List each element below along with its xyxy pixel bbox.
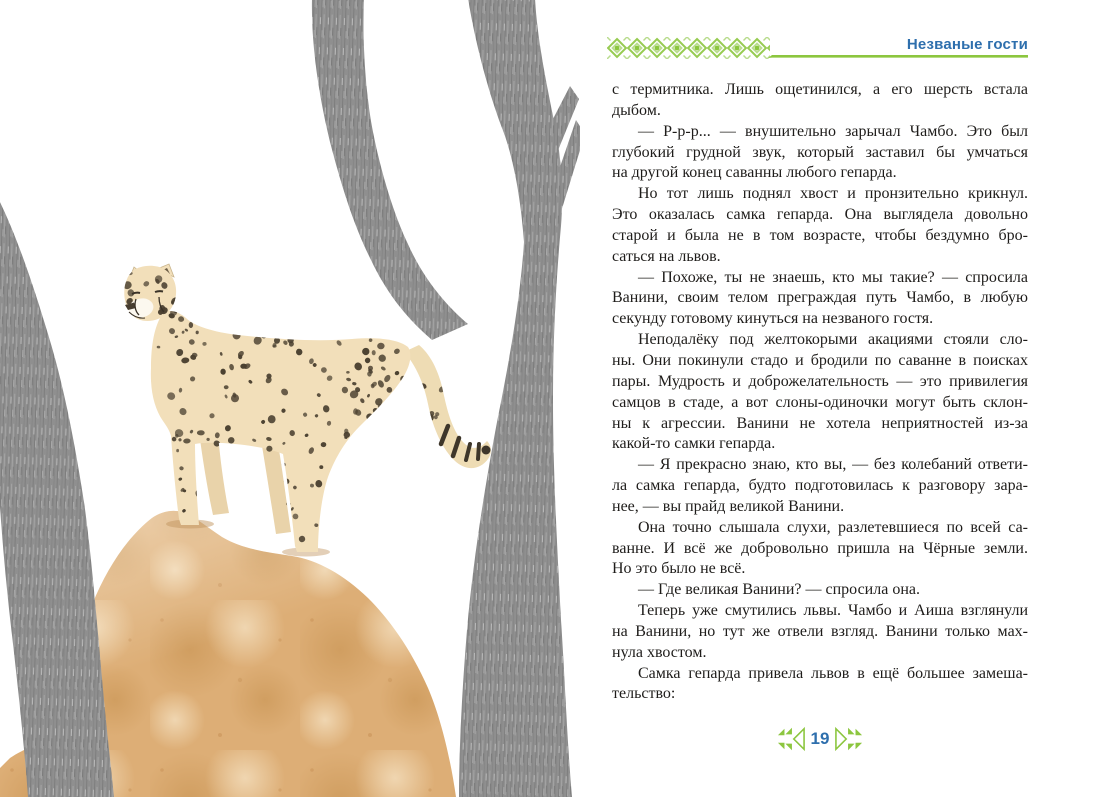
text-line: Она точно слышала слухи, разлетевшиеся по всей са-	[638, 518, 1028, 536]
text-line: дыбом.	[612, 101, 661, 119]
text-line: тельство:	[612, 685, 676, 703]
text-line: Но это было не всё.	[612, 560, 746, 578]
text-line: — Где великая Ванини? — спросила она.	[638, 581, 920, 599]
text-line: ванне. И всё же добровольно пришла на Чёрные земли.	[612, 539, 1028, 557]
text-line: глубокий грудной звук, который заставил бы умчаться	[612, 143, 1028, 161]
text-line: Теперь уже смутились львы. Чамбо и Аиша взглянули	[638, 602, 1028, 620]
text-line: Самка гепарда привела львов в ещё большее замеша-	[638, 664, 1028, 682]
text-line: Это оказалась самка гепарда. Она выглядела довольно	[612, 206, 1028, 224]
text-line: самцов в стаде, а вот слоны-одиночки могут быть склон-	[612, 393, 1028, 411]
text-line: — Р-р-р... — внушительно зарычал Чамбо. Это был	[638, 122, 1028, 140]
text-line: нула хвостом.	[612, 643, 707, 661]
text-line: ны к агрессии. Ванини не хотела неприятностей из-за	[612, 414, 1028, 432]
text-line: секунду готовому кинуться на незваного гостя.	[612, 310, 934, 328]
text-line: Ванини, своим телом преграждая путь Чамбо, в любую	[612, 289, 1028, 307]
text-line: — Я прекрасно знаю, кто вы, — без колебаний ответи-	[638, 456, 1028, 474]
text-line: Но тот лишь поднял хвост и пронзительно крикнул.	[638, 185, 1028, 203]
body-text	[612, 80, 1028, 705]
page-footer	[612, 722, 1028, 756]
chapter-title: Незваные гости	[906, 36, 1028, 53]
text-line: ла самка гепарда, будто подготовилась к разговору зара-	[612, 477, 1028, 495]
text-line: нее, — вы прайд великой Ванини.	[612, 497, 845, 515]
text-line: с термитника. Лишь ощетинился, а его шерсть встала	[612, 81, 1028, 98]
footer-ornament-right-icon	[834, 725, 864, 753]
header-rule	[768, 55, 1028, 58]
text-line: пары. Мудрость и доброжелательность — это привилегия	[612, 372, 1028, 390]
text-line: старой и была не в том возрасте, чтобы бездумно бро-	[612, 226, 1028, 244]
page-number: 19	[810, 729, 830, 748]
text-line: ны. Они покинули стадо и бродили по саванне в поисках	[612, 351, 1028, 369]
header-ornament	[0, 0, 1100, 70]
text-line: какой-то самки гепарда.	[612, 435, 776, 453]
text-line: — Похоже, ты не знаешь, кто мы такие? — спросила	[638, 268, 1028, 286]
text-line: саться на львов.	[612, 247, 721, 265]
footer-ornament-left-icon	[776, 725, 806, 753]
text-line: Неподалёку под желтокорыми акациями стояли сло-	[638, 331, 1028, 349]
text-line: на другой конец саванны любого гепарда.	[612, 164, 897, 182]
text-line: на Ванини, но тут же отвели взгляд. Ванини только мах-	[612, 622, 1028, 640]
